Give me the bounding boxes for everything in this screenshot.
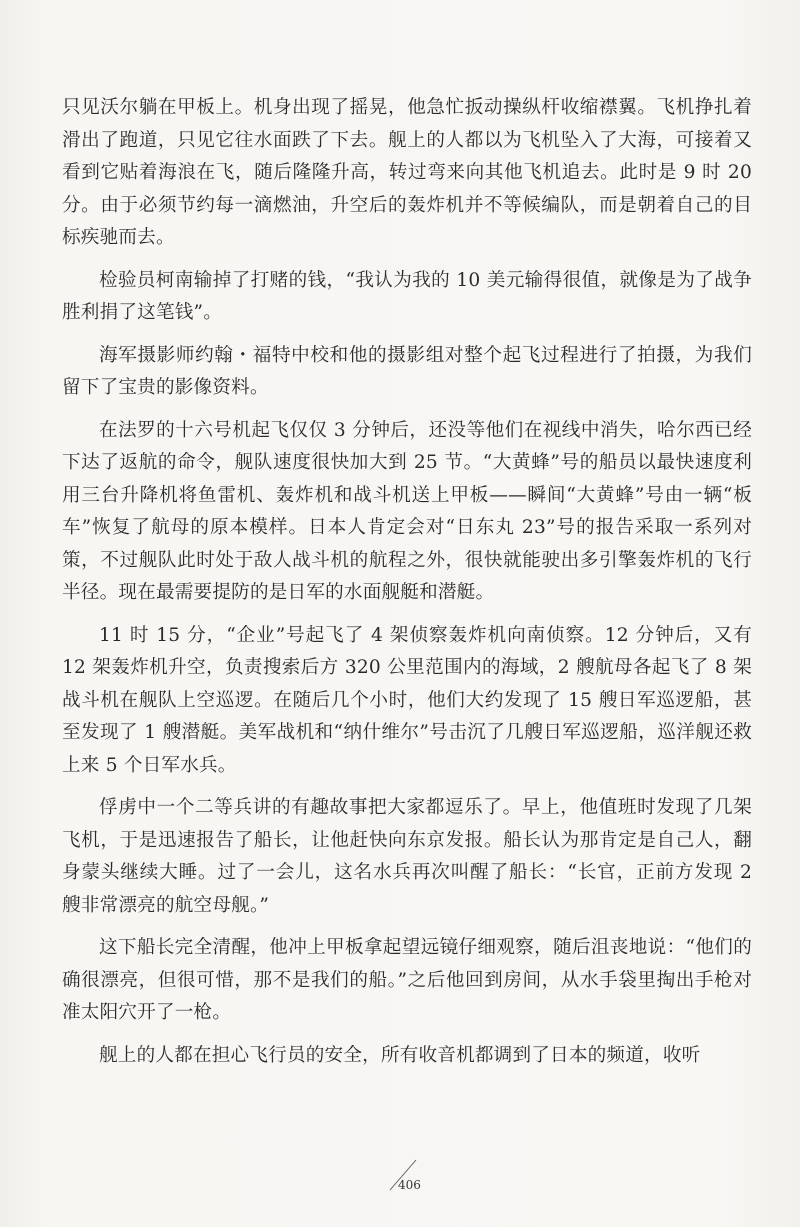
page-number: 406: [398, 1178, 421, 1192]
paragraph-1: 只见沃尔躺在甲板上。机身出现了摇晃，他急忙扳动操纵杆收缩襟翼。飞机挣扎着滑出了跑道，只见它往水面跌了下去。舰上的人都以为飞机坠入了大海，可接着又看到它贴着海浪在飞，随后隆隆升高，转过弯来向其他飞机追去。此时是 9 时 20 分。由于必须节约每一滴燃油，升空后的轰炸机并不等候编队，而是朝着自己的目标疾驰而去。: [62, 97, 752, 248]
paragraph-3: 海军摄影师约翰・福特中校和他的摄影组对整个起飞过程进行了拍摄，为我们留下了宝贵的影像资料。: [62, 344, 752, 398]
paragraph-6: 俘虏中一个二等兵讲的有趣故事把大家都逗乐了。早上，他值班时发现了几架飞机，于是迅速报告了船长，让他赶快向东京发报。船长认为那肯定是自己人，翻身蒙头继续大睡。过了一会儿，这名水兵再次叫醒了船长：“长官，正前方发现 2 艘非常漂亮的航空母舰。”: [62, 797, 752, 916]
body-text: [62, 92, 752, 1082]
paragraph-7: 这下船长完全清醒，他冲上甲板拿起望远镜仔细观察，随后沮丧地说：“他们的确很漂亮，但很可惜，那不是我们的船。”之后他回到房间，从水手袋里掏出手枪对准太阳穴开了一枪。: [62, 937, 752, 1023]
page-footer: [380, 1158, 440, 1198]
paragraph-5: 11 时 15 分，“企业”号起飞了 4 架侦察轰炸机向南侦察。12 分钟后，又有 12 架轰炸机升空，负责搜索后方 320 公里范围内的海域，2 艘航母各起飞了 8 架战斗机在舰队上空巡逻。在随后几个小时，他们大约发现了 15 艘日军巡逻船，甚至发现了 1 艘潜艇。美军战机和“纳什维尔”号击沉了几艘日军巡逻船，巡洋舰还救上来 5 个日军水兵。: [62, 624, 752, 776]
paragraph-4: 在法罗的十六号机起飞仅仅 3 分钟后，还没等他们在视线中消失，哈尔西已经下达了返航的命令，舰队速度很快加大到 25 节。“大黄蜂”号的船员以最快速度利用三台升降机将鱼雷机、轰炸机和战斗机送上甲板——瞬间“大黄蜂”号由一辆“板车”恢复了航母的原本模样。日本人肯定会对“日东丸 23”号的报告采取一系列对策，不过舰队此时处于敌人战斗机的航程之外，很快就能驶出多引擎轰炸机的飞行半径。现在最需要提防的是日军的水面舰艇和潜艇。: [62, 419, 752, 603]
paragraph-8: 舰上的人都在担心飞行员的安全，所有收音机都调到了日本的频道，收听: [99, 1044, 701, 1066]
paragraph-2: 检验员柯南输掉了打赌的钱，“我认为我的 10 美元输得很值，就像是为了战争胜利捐了这笔钱”。: [62, 269, 752, 323]
